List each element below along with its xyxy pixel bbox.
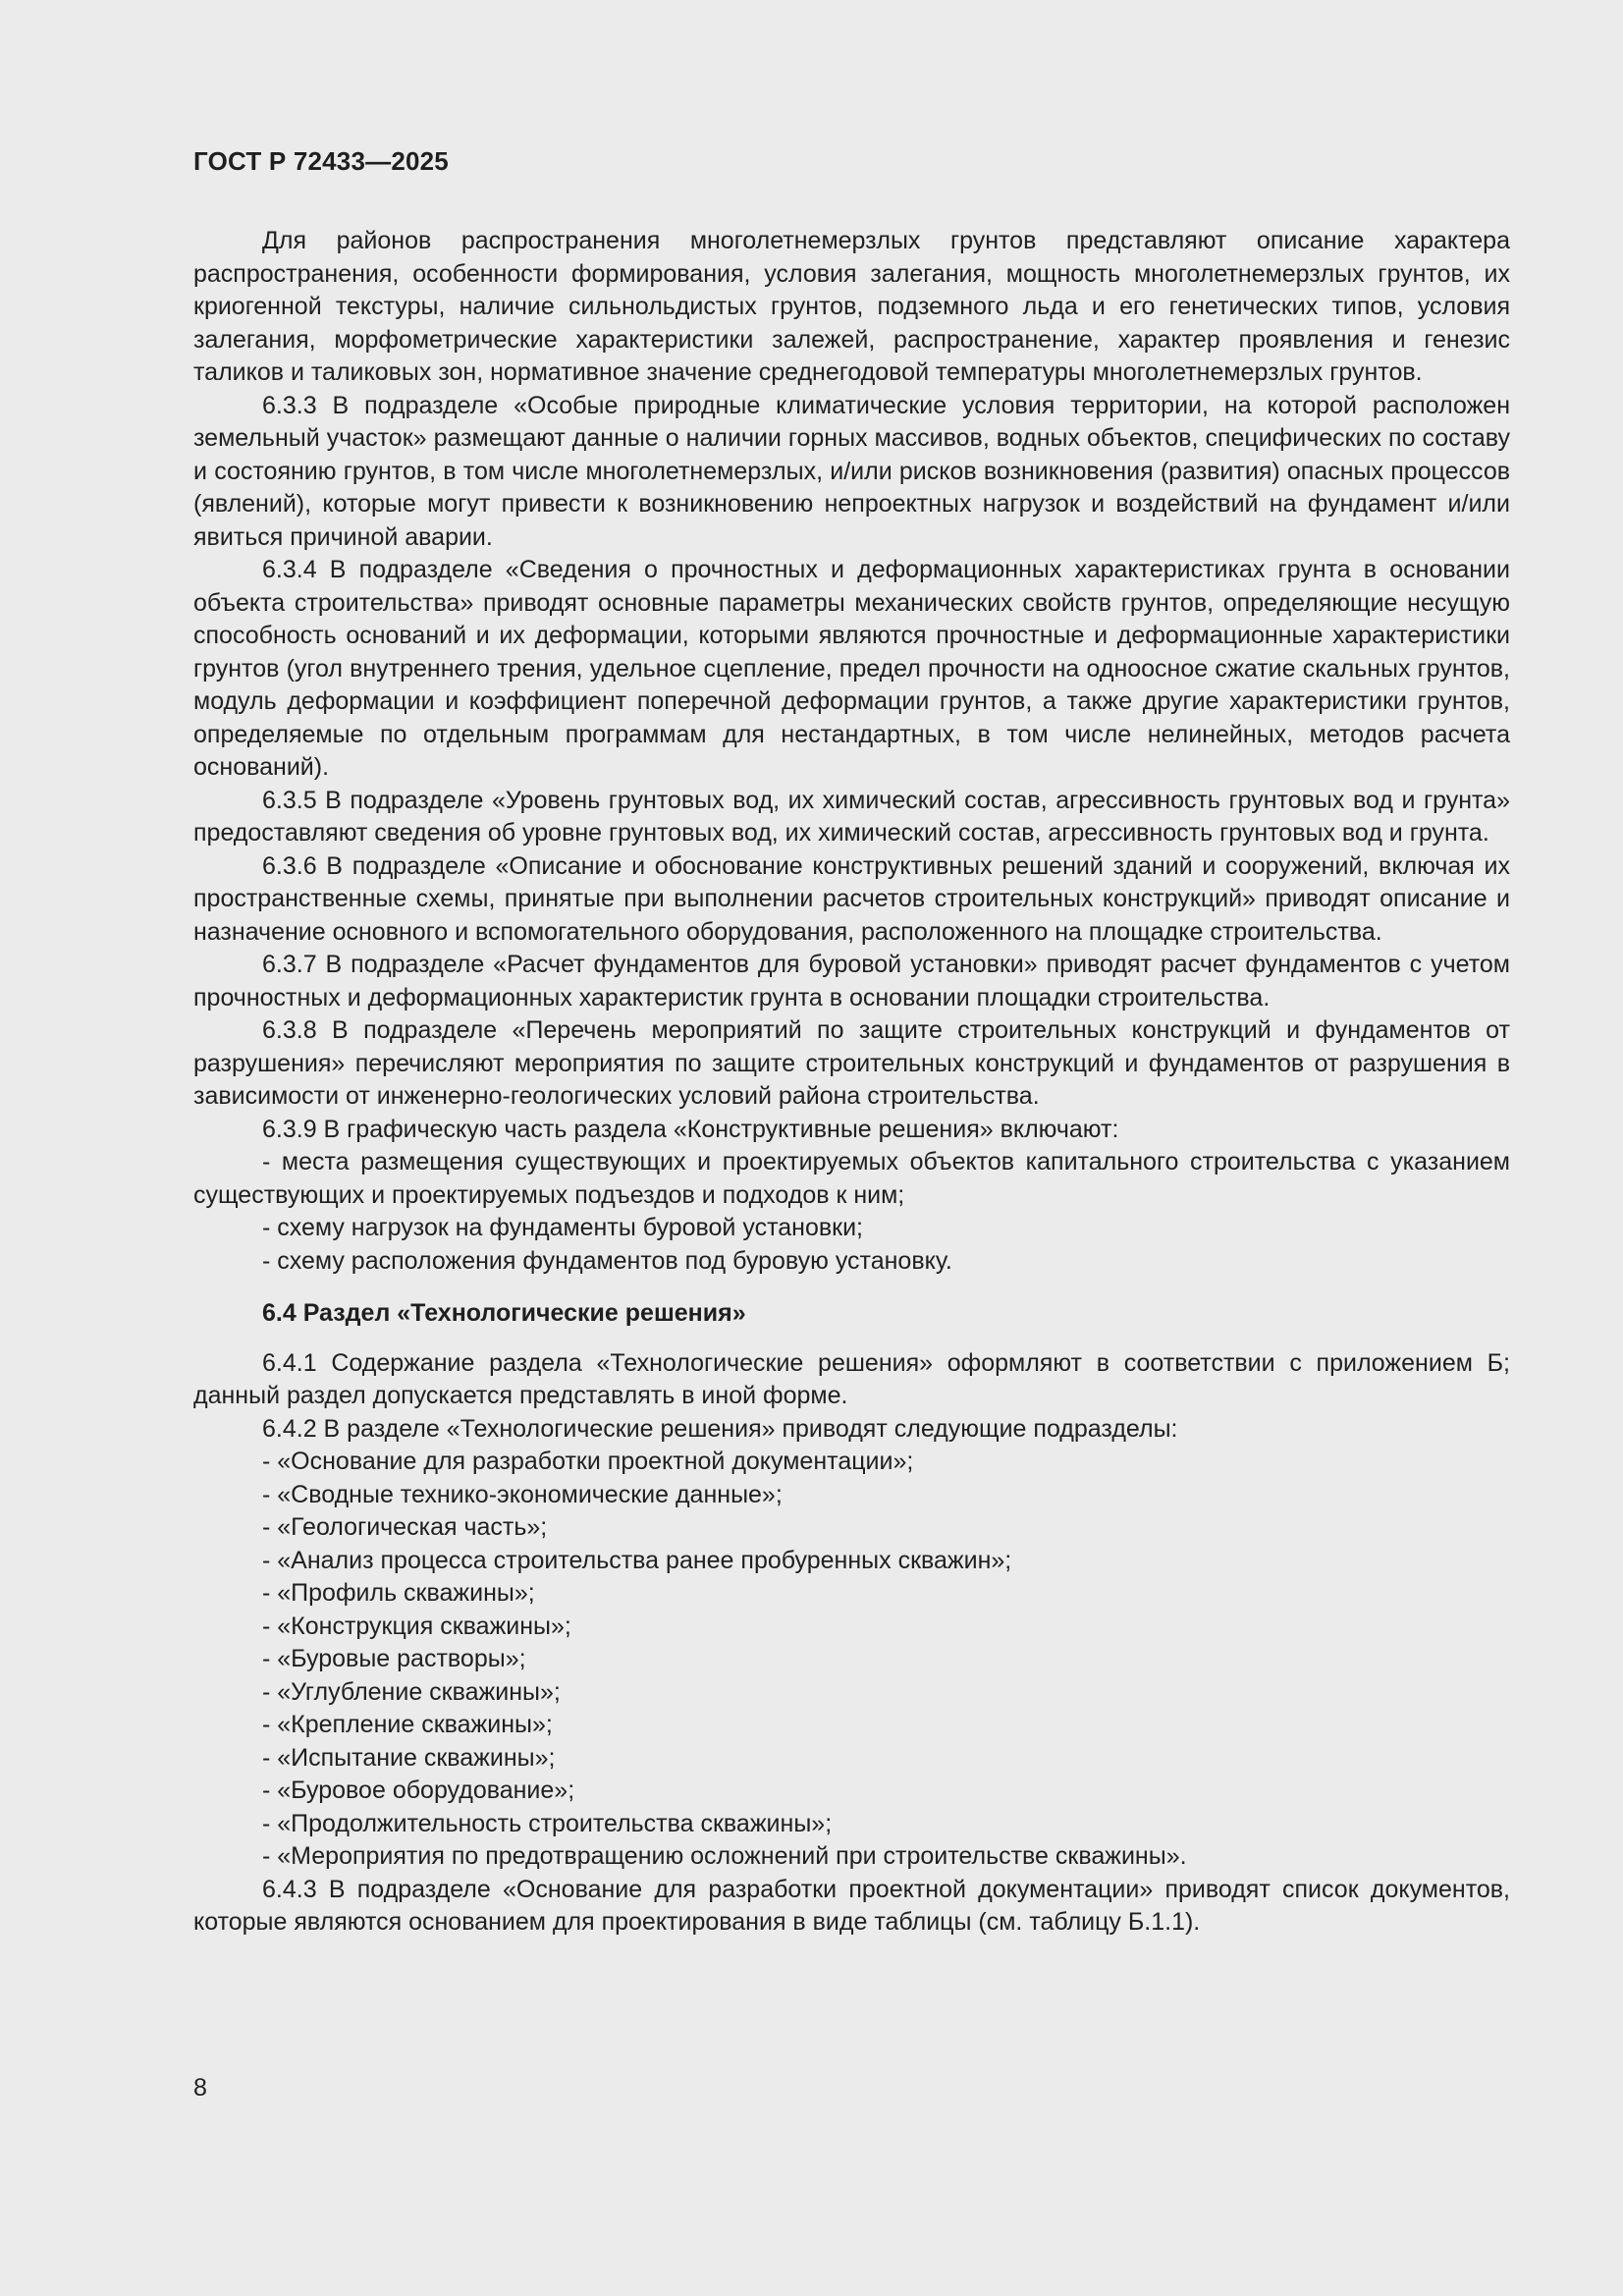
page-number: 8: [193, 2074, 207, 2102]
list-item: - «Анализ процесса строительства ранее пробуренных скважин»;: [262, 1546, 1012, 1574]
paragraph-6-3-5: 6.3.5 В подразделе «Уровень грунтовых вод, их химический состав, агрессивность грунтовых вод и грунта» предоставляют сведения об уровне грунтовых вод, их химический состав, агрессивность грунтовых вод и грунта.: [193, 786, 1510, 847]
list-item: - «Геологическая часть»;: [262, 1513, 548, 1541]
paragraph-6-4-3: 6.4.3 В подразделе «Основание для разработки проектной документации» приводят список документов, которые являются основанием для проектирования в виде таблицы (см. таблицу Б.1.1).: [193, 1875, 1510, 1936]
paragraph-6-3-6: 6.3.6 В подразделе «Описание и обоснование конструктивных решений зданий и сооружений, включая их пространственные схемы, принятые при выполнении расчетов строительных конструкций» приводят описание и назначение основного и вспомогательного оборудования, расположенного на площадке строительства.: [193, 851, 1510, 946]
page-body: [193, 225, 1510, 1940]
list-item: - «Буровое оборудование»;: [262, 1777, 575, 1804]
paragraph-6-4-1: 6.4.1 Содержание раздела «Технологические решения» оформляют в соответствии с приложением Б; данный раздел допускается представлять в иной форме.: [193, 1348, 1510, 1409]
paragraph-6-3-4: 6.3.4 В подразделе «Сведения о прочностных и деформационных характеристиках грунта в основании объекта строительства» приводят основные параметры механических свойств грунтов, определяющие несущую способность оснований и их деформации, которыми являются прочностные и деформационные характеристики грунтов (угол внутреннего трения, удельное сцепление, предел прочности на одноосное сжатие скальных грунтов, модуль деформации и коэффициент поперечной деформации грунтов, а также другие характеристики грунтов, определяемые по отдельным программам для нестандартных, в том числе нелинейных, методов расчета оснований).: [193, 556, 1510, 781]
paragraph-6-3-7: 6.3.7 В подразделе «Расчет фундаментов для буровой установки» приводят расчет фундаментов с учетом прочностных и деформационных характеристик грунта в основании площадки строительства.: [193, 951, 1510, 1011]
list-item: - схему нагрузок на фундаменты буровой установки;: [262, 1214, 863, 1241]
list-item: - «Конструкция скважины»;: [262, 1612, 571, 1640]
list-item: - «Профиль скважины»;: [262, 1579, 535, 1607]
paragraph-6-3-3: 6.3.3 В подразделе «Особые природные климатические условия территории, на которой расположен земельный участок» размещают данные о наличии горных массивов, водных объектов, специфических по составу и состоянию грунтов, в том числе многолетнемерзлых, и/или рисков возникновения (развития) опасных процессов (явлений), которые могут привести к возникновению непроектных нагрузок и воздействий на фундамент и/или явиться причиной аварии.: [193, 391, 1510, 551]
list-item: - «Буровые растворы»;: [262, 1645, 526, 1672]
paragraph-permafrost: Для районов распространения многолетнемерзлых грунтов представляют описание характера распространения, особенности формирования, условия залегания, мощность многолетнемерзлых грунтов, их криогенной текстуры, наличие сильнольдистых грунтов, подземного льда и его генетических типов, условия залегания, морфометрические характеристики залежей, распространение, характер проявления и генезис таликов и таликовых зон, нормативное значение среднегодовой температуры многолетнемерзлых грунтов.: [193, 227, 1510, 386]
list-item: - схему расположения фундаментов под буровую установку.: [262, 1246, 952, 1275]
list-item: - «Сводные технико-экономические данные»;: [262, 1480, 783, 1508]
list-item: - «Углубление скважины»;: [262, 1677, 561, 1706]
list-item: - «Крепление скважины»;: [262, 1711, 553, 1738]
paragraph-6-3-9: 6.3.9 В графическую часть раздела «Конструктивные решения» включают:: [262, 1115, 1119, 1143]
list-item: - «Испытание скважины»;: [262, 1743, 556, 1772]
document-header: ГОСТ Р 72433—2025: [193, 146, 449, 176]
paragraph-6-4-2: 6.4.2 В разделе «Технологические решения» приводят следующие подразделы:: [262, 1414, 1178, 1443]
section-heading-6-4: 6.4 Раздел «Технологические решения»: [262, 1299, 746, 1327]
list-item: - «Основание для разработки проектной документации»;: [262, 1448, 914, 1475]
list-item: - «Мероприятия по предотвращению осложнений при строительстве скважины».: [262, 1842, 1187, 1870]
list-item: - «Продолжительность строительства скважины»;: [262, 1809, 833, 1837]
paragraph-6-3-8: 6.3.8 В подразделе «Перечень мероприятий по защите строительных конструкций и фундаментов от разрушения» перечисляют мероприятия по защите строительных конструкций и фундаментов от разрушения в зависимости от инженерно-геологических условий района строительства.: [193, 1016, 1510, 1110]
list-item: - места размещения существующих и проектируемых объектов капитального строительства с указанием существующих и проектируемых подъездов и подходов к ним;: [193, 1148, 1510, 1209]
